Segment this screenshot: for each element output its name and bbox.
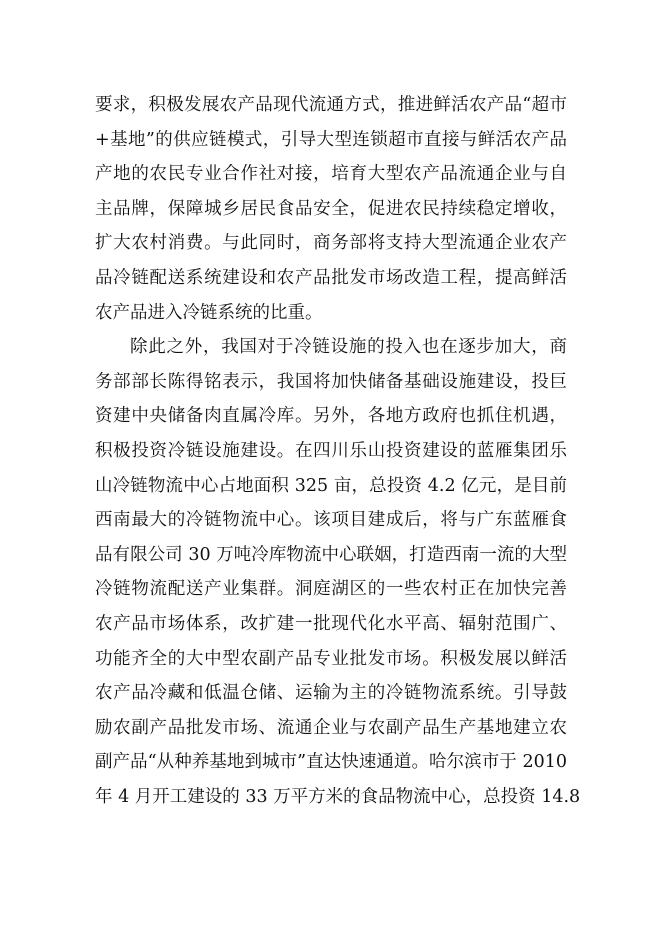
text-line: 农产品进入冷链系统的比重。	[95, 302, 323, 323]
text-line: 品有限公司 30 万吨冷库物流中心联姻，打造西南一流的大型	[95, 544, 567, 565]
text-line: +基地”的供应链模式，引导大型连锁超市直接与鲜活农产品	[95, 129, 567, 150]
text-line: 除此之外，我国对于冷链设施的投入也在逐步加大，商	[130, 337, 567, 358]
text-line: 产地的农民专业合作社对接，培育大型农产品流通企业与自	[95, 164, 567, 185]
text-line: 副产品“从种养基地到城市”直达快速通道。哈尔滨市于 2010	[95, 752, 567, 773]
text-line: 励农副产品批发市场、流通企业与农副产品生产基地建立农	[95, 717, 567, 738]
text-line: 积极投资冷链设施建设。在四川乐山投资建设的蓝雁集团乐	[95, 440, 567, 461]
text-line: 农产品冷藏和低温仓储、运输为主的冷链物流系统。引导鼓	[95, 683, 567, 704]
text-line: 要求，积极发展农产品现代流通方式，推进鲜活农产品“超市	[95, 95, 567, 115]
text-line: 资建中央储备肉直属冷库。另外，各地方政府也抓住机遇，	[95, 406, 567, 427]
text-line: 山冷链物流中心占地面积 325 亩，总投资 4.2 亿元，是目前	[95, 475, 567, 496]
text-line: 西南最大的冷链物流中心。该项目建成后，将与广东蓝雁食	[95, 510, 567, 531]
paragraph-2	[95, 330, 581, 814]
text-line: 年 4 月开工建设的 33 万平方米的食品物流中心，总投资 14.8	[95, 786, 581, 807]
text-line: 品冷链配送系统建设和农产品批发市场改造工程，提高鲜活	[95, 267, 567, 288]
text-line: 农产品市场体系，改扩建一批现代化水平高、辐射范围广、	[95, 613, 567, 634]
text-line: 冷链物流配送产业集群。洞庭湖区的一些农村正在加快完善	[95, 579, 567, 600]
text-line: 扩大农村消费。与此同时，商务部将支持大型流通企业农产	[95, 233, 567, 254]
text-line: 务部部长陈得铭表示，我国将加快储备基础设施建设，投巨	[95, 371, 567, 392]
paragraph-1	[95, 88, 567, 330]
text-line: 主品牌，保障城乡居民食品安全，促进农民持续稳定增收，	[95, 198, 567, 219]
body-text	[95, 88, 581, 814]
text-line: 功能齐全的大中型农副产品专业批发市场。积极发展以鲜活	[95, 648, 567, 669]
